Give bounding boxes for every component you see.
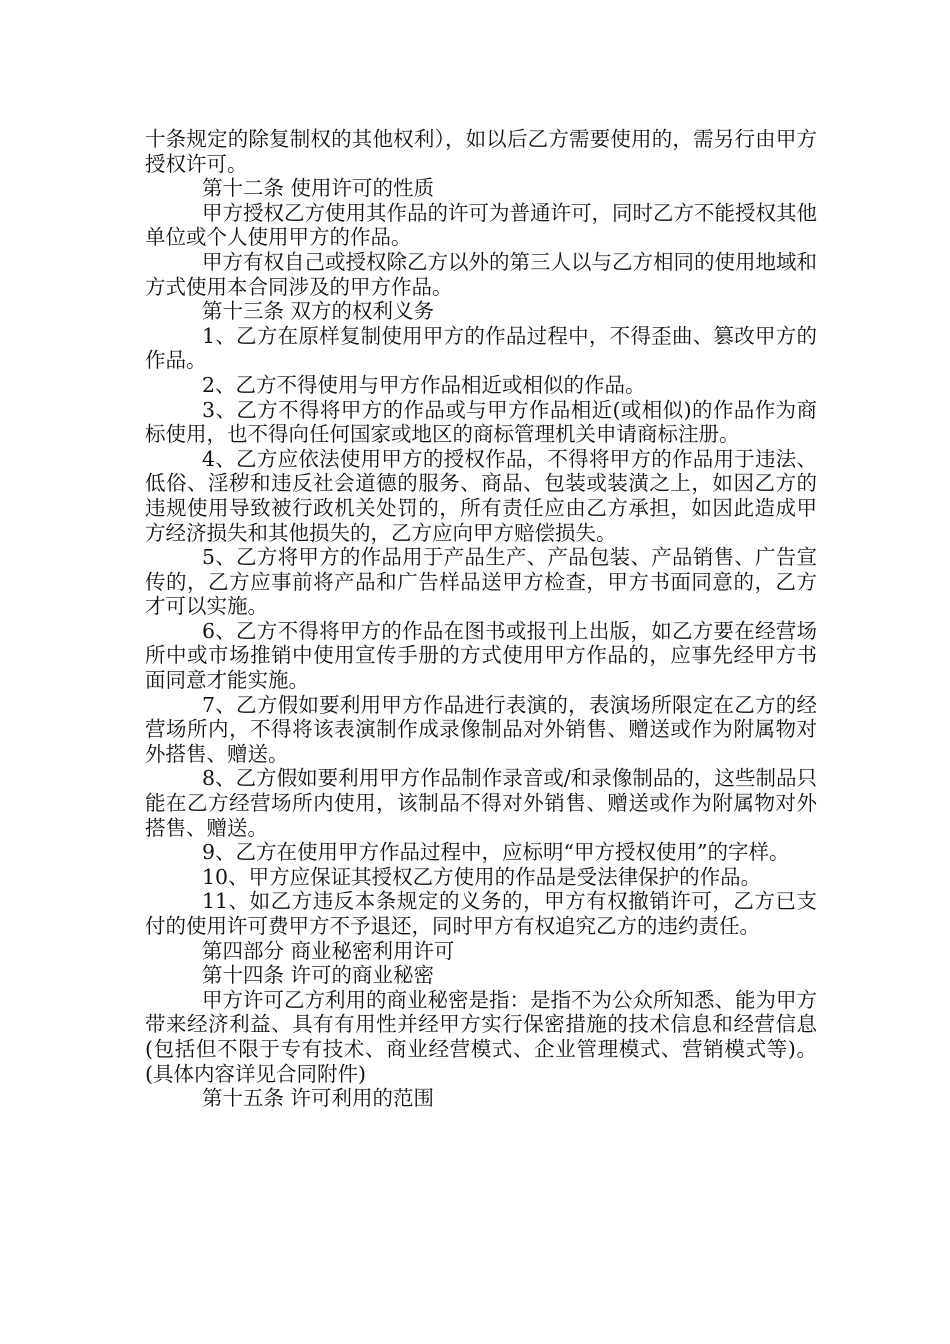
clause-item: 10、甲方应保证其授权乙方使用的作品是受法律保护的作品。 — [202, 864, 762, 889]
clause-item: 5、乙方将甲方的作品用于产品生产、产品包装、产品销售、广告宣传的，乙方应事前将产品和广告样品送甲方检查，甲方书面同意的，乙方才可以实施。 — [145, 545, 817, 619]
clause-item: 4、乙方应依法使用甲方的授权作品，不得将甲方的作品用于违法、低俗、淫秽和违反社会道德的服务、商品、包装或装潢之上，如因乙方的违规使用导致被行政机关处罚的，所有责任应由乙方承担，如因此造成甲方经济损失和其他损失的，乙方应向甲方赔偿损失。 — [145, 446, 817, 545]
article-12-heading: 第十二条 使用许可的性质 — [202, 176, 435, 201]
paragraph: 甲方许可乙方利用的商业秘密是指：是指不为公众所知悉、能为甲方带来经济利益、具有有用性并经甲方实行保密措施的技术信息和经营信息(包括但不限于专有技术、商业经营模式、企业管理模式、营销模式等)。(具体内容详见合同附件) — [145, 987, 817, 1086]
clause-item: 11、如乙方违反本条规定的义务的，甲方有权撤销许可，乙方已支付的使用许可费甲方不予退还，同时甲方有权追究乙方的违约责任。 — [145, 889, 817, 938]
article-15-heading: 第十五条 许可利用的范围 — [202, 1086, 435, 1111]
paragraph: 甲方有权自己或授权除乙方以外的第三人以与乙方相同的使用地域和方式使用本合同涉及的甲方作品。 — [145, 249, 817, 299]
article-13-heading: 第十三条 双方的权利义务 — [202, 299, 435, 324]
clause-item: 1、乙方在原样复制使用甲方的作品过程中，不得歪曲、篡改甲方的作品。 — [145, 323, 817, 373]
clause-item: 2、乙方不得使用与甲方作品相近或相似的作品。 — [202, 372, 646, 397]
clause-item: 9、乙方在使用甲方作品过程中，应标明“甲方授权使用”的字样。 — [202, 840, 790, 865]
clause-item: 7、乙方假如要利用甲方作品进行表演的，表演场所限定在乙方的经营场所内，不得将该表演制作成录像制品对外销售、赠送或作为附属物对外搭售、赠送。 — [145, 692, 817, 766]
paragraph: 甲方授权乙方使用其作品的许可为普通许可，同时乙方不能授权其他单位或个人使用甲方的作品。 — [145, 200, 817, 250]
clause-item: 6、乙方不得将甲方的作品在图书或报刊上出版，如乙方要在经营场所中或市场推销中使用宣传手册的方式使用甲方作品的，应事先经甲方书面同意才能实施。 — [145, 618, 817, 693]
clause-item: 8、乙方假如要利用甲方作品制作录音或/和录像制品的，这些制品只能在乙方经营场所内使用，该制品不得对外销售、赠送或作为附属物对外搭售、赠送。 — [145, 766, 817, 840]
paragraph-continuation: 十条规定的除复制权的其他权利），如以后乙方需要使用的，需另行由甲方授权许可。 — [145, 127, 817, 176]
document-body — [145, 127, 817, 1111]
clause-item: 3、乙方不得将甲方的作品或与甲方作品相近(或相似)的作品作为商标使用，也不得向任何国家或地区的商标管理机关申请商标注册。 — [145, 397, 817, 447]
article-14-heading: 第十四条 许可的商业秘密 — [202, 963, 435, 988]
part-4-heading: 第四部分 商业秘密利用许可 — [202, 938, 455, 963]
